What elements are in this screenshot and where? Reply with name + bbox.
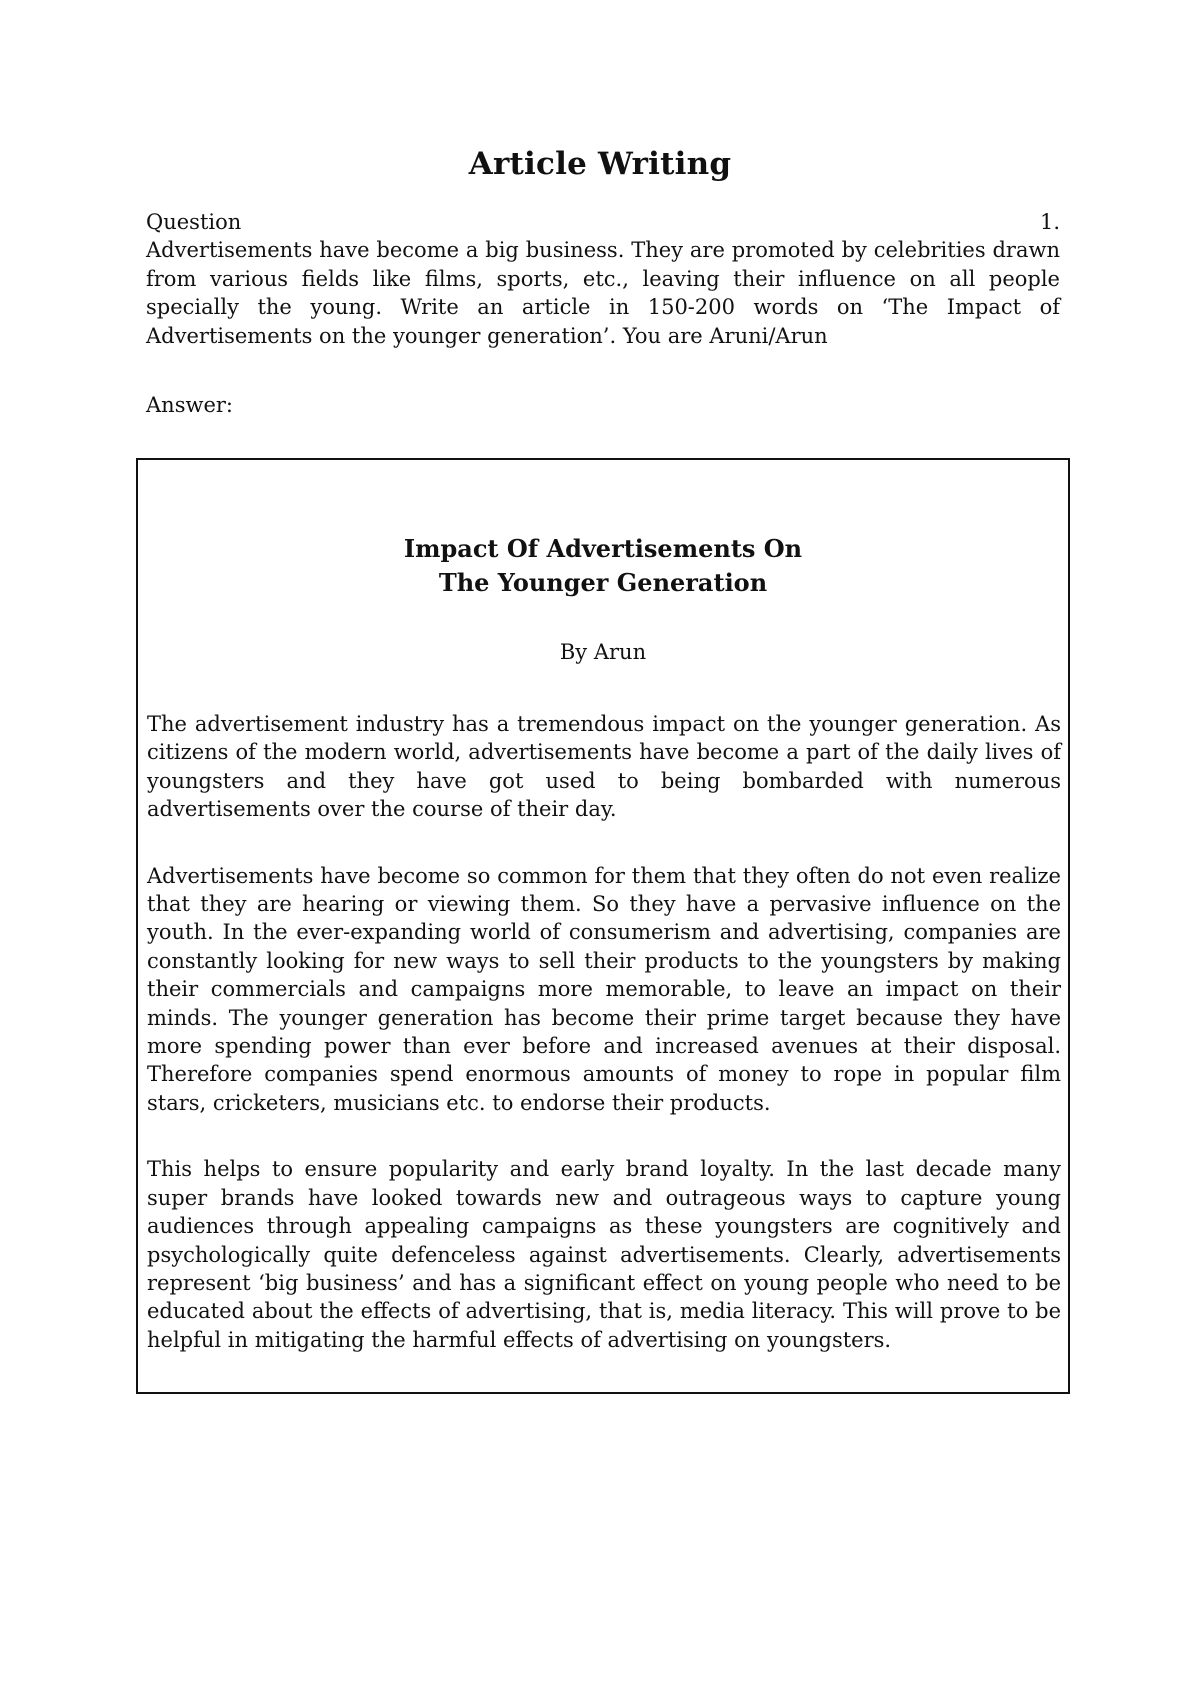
question-block xyxy=(146,208,1060,350)
article-title-line-1: Impact Of Advertisements On xyxy=(403,534,803,563)
question-label: Question xyxy=(146,210,242,234)
article-title xyxy=(138,532,1068,600)
article-byline: By Arun xyxy=(559,640,647,664)
article-paragraph: Advertisements have become so common for them that they often do not even realize that they are hearing or viewing them. So they have a pervasive influence on the youth. In the ever-expanding world of consumerism and advertising, companies are constantly looking for new ways to sell their products to the youngsters by making their commercials and campaigns more memorable, to leave an impact on their minds. The younger generation has become their prime target because they have more spending power than ever before and increased avenues at their disposal. Therefore companies spend enormous amounts of money to rope in popular film stars, cricketers, musicians etc. to endorse their products. xyxy=(147,863,1061,1115)
answer-box xyxy=(136,458,1070,1394)
question-header xyxy=(146,208,1060,236)
article-paragraph: The advertisement industry has a tremendous impact on the younger generation. As citizens of the modern world, advertisements have become a part of the daily lives of youngsters and they have got used to being bombarded with numerous advertisements over the course of their day. xyxy=(147,712,1061,822)
question-text: Advertisements have become a big business. They are promoted by celebrities drawn from various fields like films, sports, etc., leaving their influence on all people specially the young. Write an article in 150-200 words on ‘The Impact of Advertisements on the younger generation’. You are Aruni/Arun xyxy=(146,238,1060,348)
answer-label: Answer: xyxy=(146,393,233,417)
article-body xyxy=(147,710,1061,1392)
question-number: 1. xyxy=(1039,210,1060,234)
article-paragraph: This helps to ensure popularity and early brand loyalty. In the last decade many super brands have looked towards new and outrageous ways to capture young audiences through appealing campaigns as these youngsters are cognitively and psychologically quite defenceless against advertisements. Clearly, advertisements represent ‘big business’ and has a significant effect on young people who need to be educated about the effects of advertising, that is, media literacy. This will prove to be helpful in mitigating the harmful effects of advertising on youngsters. xyxy=(147,1157,1061,1352)
article-title-line-2: The Younger Generation xyxy=(438,568,768,597)
page-title: Article Writing xyxy=(468,146,732,182)
